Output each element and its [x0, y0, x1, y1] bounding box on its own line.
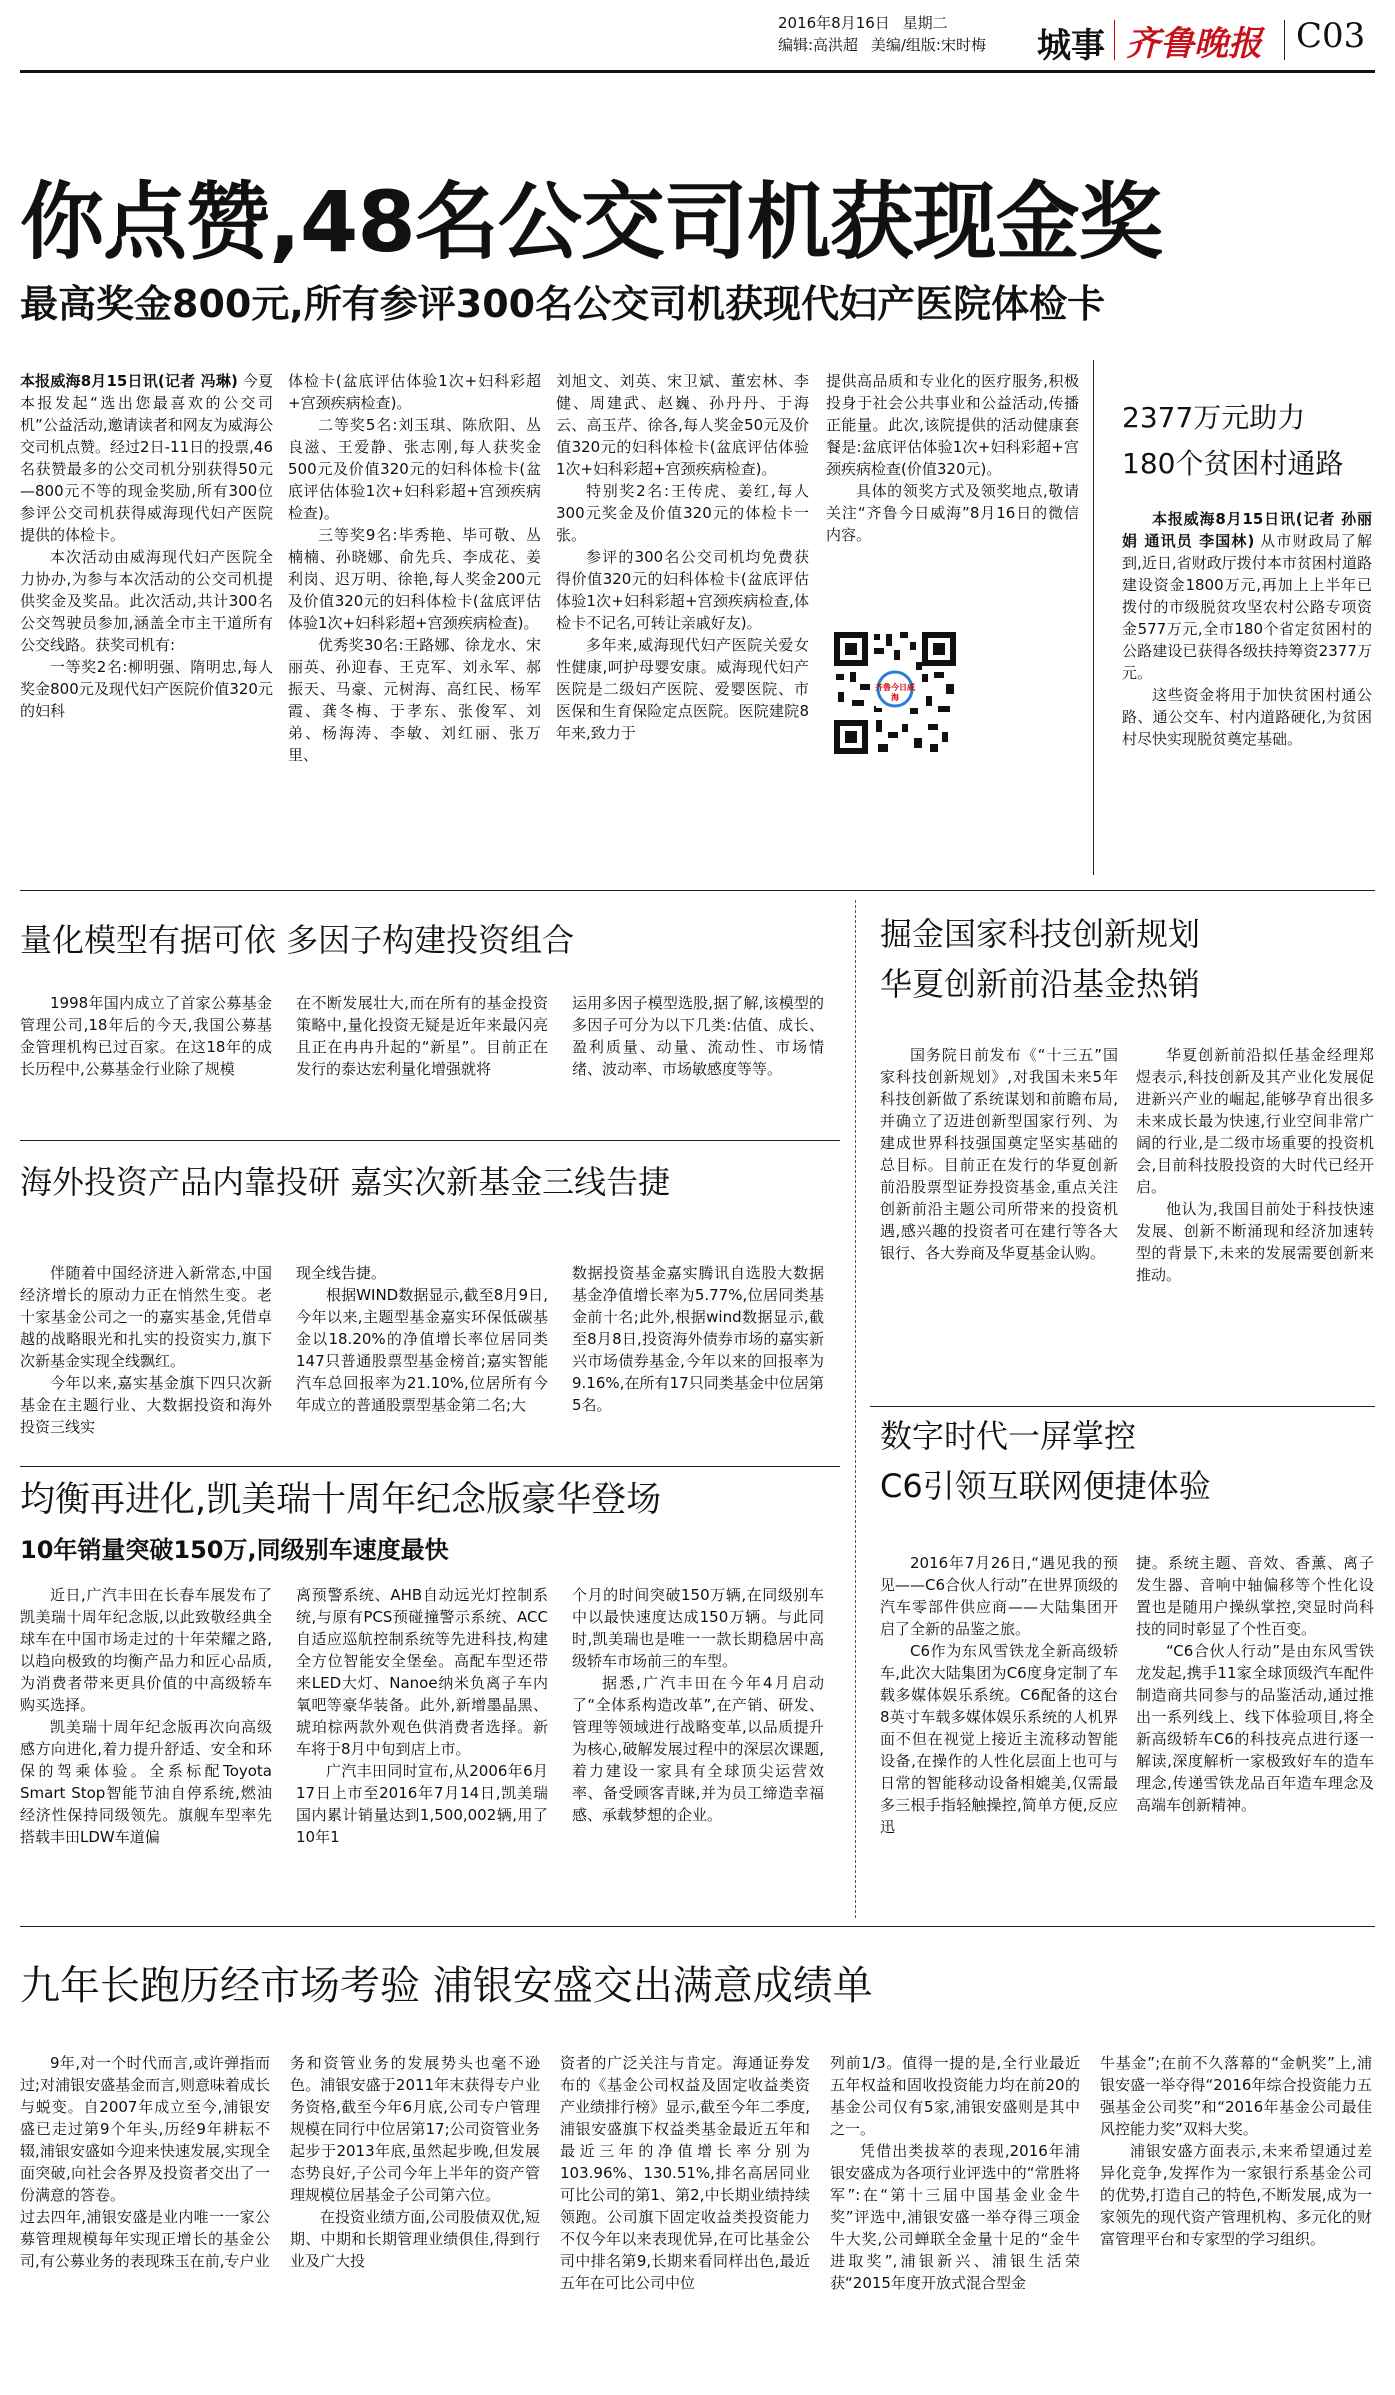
- huaxia-para: 国务院日前发布《“十三五”国家科技创新规划》,对我国未来5年科技创新做了系统谋划和前瞻布局,并确立了迈进创新型国家行列、为建成世界科技强国奠定坚实基础的总目标。目前正在发行的华夏创新前沿股票型证券投资基金,重点关注创新前沿主题公司所带来的投资机遇,感兴趣的投资者可在建行等各大银行、各大券商及华夏基金认购。: [880, 1046, 1118, 1262]
- camry-col-2: [296, 1584, 548, 1914]
- village-title-1: 2377万元助力: [1122, 401, 1306, 434]
- main-para: 刘旭文、刘英、宋卫斌、董宏林、李健、周建武、赵巍、孙丹丹、于海云、高玉芹、徐各,每人奖金50元及价值320元的妇科体检卡(盆底评估体验1次+妇科彩超+宫颈疾病检查)。: [556, 372, 809, 478]
- masthead-editors: [778, 34, 986, 55]
- pyb-headline: 九年长跑历经市场考验 浦银安盛交出满意成绩单: [20, 1963, 873, 2009]
- camry-subheadline: 10年销量突破150万,同级别车速度最快: [20, 1536, 449, 1564]
- section-rule: [20, 1140, 840, 1141]
- camry-col-1: [20, 1584, 272, 1914]
- c6-col-1: [880, 1552, 1118, 1917]
- masthead-divider-2: [1284, 20, 1285, 60]
- quant-para: 运用多因子模型选股,据了解,该模型的多因子可分为以下几类:估值、成长、盈利质量、动量、流动性、市场情绪、波动率、市场敏感度等等。: [572, 994, 824, 1078]
- camry-col-3: [572, 1584, 824, 1914]
- main-para: 优秀奖30名:王路娜、徐龙水、宋丽英、孙迎春、王克军、刘永军、郝振天、马豪、元树海、高红民、杨军霞、龚冬梅、于孝东、张俊军、刘弟、杨海涛、李敏、刘红丽、张万里、: [288, 636, 541, 764]
- c6-para: 捷。系统主题、音效、香薰、离子发生器、音响中轴偏移等个性化设置也是随用户操纵掌控,突显时尚科技的同时彰显了个性百变。: [1136, 1554, 1374, 1638]
- masthead-date: [778, 12, 948, 33]
- pyb-para: 过去四年,浦银安盛是业内唯一一家公募管理规模每年实现正增长的基金公司,有公募业务的表现珠玉在前,专户业: [20, 2208, 270, 2270]
- main-dateline: 本报威海8月15日讯(记者 冯琳): [20, 372, 238, 390]
- main-para: 提供高品质和专业化的医疗服务,积极投身于社会公共事业和公益活动,传播正能量。此次,该院提供的活动健康套餐是:盆底评估体验1次+妇科彩超+宫颈疾病检查(价值320元)。: [826, 372, 1079, 478]
- main-para: 参评的300名公交司机均免费获得价值320元的妇科体检卡(盆底评估体验1次+妇科彩超+宫颈疾病检查,体检卡不记名,可转让亲戚好友)。: [556, 548, 809, 632]
- huaxia-para: 他认为,我国目前处于科技快速发展、创新不断涌现和经济加速转型的背景下,未来的发展需要创新来推动。: [1136, 1200, 1374, 1284]
- quant-col-3: [572, 992, 824, 1142]
- designer: 美编/组版:宋时梅: [870, 36, 986, 54]
- camry-para: 凯美瑞十周年纪念版再次向高级感方向进化,着力提升舒适、安全和环保的驾乘体验。全系标配Toyota Smart Stop智能节油自停系统,燃油经济性保持同级领先。旗舰车型率先搭载丰田LDW车道偏: [20, 1718, 272, 1846]
- village-body: [1122, 508, 1372, 878]
- camry-para: 个月的时间突破150万辆,在同级别车中以最快速度达成150万辆。与此同时,凯美瑞也是唯一一款长期稳居中高级轿车市场前三的车型。: [572, 1586, 824, 1670]
- date: 2016年8月16日: [778, 14, 890, 32]
- section-name: 城事: [1037, 26, 1105, 66]
- village-para: 从市财政局了解到,近日,省财政厅拨付本市贫困村道路建设资金1800万元,再加上上半年已拨付的市级脱贫攻坚农村公路专项资金577万元,全市180个省定贫困村的公路建设已获得各级扶持筹资2377万元。: [1122, 532, 1372, 682]
- main-col-2: [288, 370, 541, 875]
- huaxia-col-2: [1136, 1044, 1374, 1384]
- huaxia-para: 华夏创新前沿拟任基金经理郑煜表示,科技创新及其产业化发展促进新兴产业的崛起,能够孕育出很多未来成长最为快速,行业空间非常广阔的行业,是二级市场重要的投资机会,目前科技股投资的大时代已经开启。: [1136, 1046, 1374, 1196]
- column-divider: [855, 900, 856, 1918]
- pyb-col-3: [560, 2052, 810, 2382]
- quant-para: 1998年国内成立了首家公募基金管理公司,18年后的今天,我国公募基金管理机构已过百家。在这18年的成长历程中,公募基金行业除了规模: [20, 994, 272, 1078]
- camry-para: 近日,广汽丰田在长春车展发布了凯美瑞十周年纪念版,以此致敬经典全球车在中国市场走过的十年荣耀之路,以趋向极致的均衡产品力和匠心品质,为消费者带来更具价值的中高级轿车购买选择。: [20, 1586, 272, 1714]
- pyb-para: 列前1/3。值得一提的是,全行业最近五年权益和固收投资能力均在前20的基金公司仅有5家,浦银安盛则是其中之一。: [830, 2054, 1080, 2138]
- camry-headline: 均衡再进化,凯美瑞十周年纪念版豪华登场: [20, 1480, 662, 1520]
- quant-col-2: [296, 992, 548, 1142]
- c6-headline-1: 数字时代一屏掌控: [880, 1417, 1137, 1455]
- overseas-col-3: [572, 1262, 824, 1462]
- huaxia-headline-2: 华夏创新前沿基金热销: [880, 965, 1201, 1003]
- pyb-col-2: [290, 2052, 540, 2382]
- overseas-para: 今年以来,嘉实基金旗下四只次新基金在主题行业、大数据投资和海外投资三线实: [20, 1374, 272, 1436]
- pyb-para: 务和资管业务的发展势头也毫不逊色。浦银安盛于2011年末获得专户业务资格,截至今年6月底,公司专户管理规模在同行中位居第17;公司资管业务起步于2013年底,虽然起步晚,但发展态势良好,子公司今年上半年的资产管理规模位居基金子公司第六位。: [290, 2054, 540, 2204]
- main-headline: 你点赞,48名公交司机获现金奖: [20, 173, 1162, 271]
- pyb-col-4: [830, 2052, 1080, 2382]
- camry-para: 离预警系统、AHB自动远光灯控制系统,与原有PCS预碰撞警示系统、ACC自适应巡航控制系统等先进科技,构建全方位智能安全堡垒。高配车型还带来LED大灯、Nanoe纳米负离子车内氧吧等豪华装备。此外,新增墨晶黑、琥珀棕两款外观色供消费者选择。新车将于8月中旬到店上市。: [296, 1586, 548, 1758]
- overseas-para: 伴随着中国经济进入新常态,中国经济增长的原动力正在悄然生变。老十家基金公司之一的嘉实基金,凭借卓越的战略眼光和扎实的投资实力,旗下次新基金实现全线飘红。: [20, 1264, 272, 1370]
- page-number: C03: [1296, 16, 1366, 56]
- quant-headline: 量化模型有据可依 多因子构建投资组合: [20, 921, 575, 959]
- overseas-col-2: [296, 1262, 548, 1462]
- main-col-3: [556, 370, 809, 875]
- main-para: 特别奖2名:王传虎、姜红,每人300元奖金及价值320元的体检卡一张。: [556, 482, 809, 544]
- main-subheadline: 最高奖金800元,所有参评300名公交司机获现代妇产医院体检卡: [20, 282, 1106, 326]
- c6-para: “C6合伙人行动”是由东风雪铁龙发起,携手11家全球顶级汽车配件制造商共同参与的品鉴活动,通过推出一系列线上、线下体验项目,将全新高级轿车C6的科技亮点进行逐一解读,深度解析一家极致好车的造车理念,传递雪铁龙品百年造车理念及高端车创新精神。: [1136, 1642, 1374, 1814]
- quant-para: 在不断发展壮大,而在所有的基金投资策略中,量化投资无疑是近年来最闪亮且正在冉冉升起的“新星”。目前正在发行的泰达宏利量化增强就将: [296, 994, 548, 1078]
- overseas-headline: 海外投资产品内靠投研 嘉实次新基金三线告捷: [20, 1163, 671, 1201]
- section-rule: [20, 890, 1375, 891]
- main-para: 三等奖9名:毕秀艳、毕可敬、丛楠楠、孙晓娜、俞先兵、李成花、姜利岗、迟万明、徐艳,每人奖金200元及价值320元的妇科体检卡(盆底评估体验1次+妇科彩超+宫颈疾病检查)。: [288, 526, 541, 632]
- column-divider: [1093, 360, 1094, 875]
- pyb-para: 牛基金”;在前不久落幕的“金帆奖”上,浦银安盛一举夺得“2016年综合投资能力五强基金公司奖”和“2016年基金公司最佳风控能力奖”双料大奖。: [1100, 2054, 1372, 2138]
- paper-logo: 齐鲁晚报: [1126, 24, 1262, 64]
- masthead-rule: [20, 70, 1375, 73]
- main-para: 二等奖5名:刘玉琪、陈欣阳、丛良滋、王爱静、张志刚,每人获奖金500元及价值320元的妇科体检卡(盆底评估体验1次+妇科彩超+宫颈疾病检查)。: [288, 416, 541, 522]
- camry-para: 据悉,广汽丰田在今年4月启动了“全体系构造改革”,在产销、研发、管理等领域进行战略变革,以品质提升为核心,破解发展过程中的深层次课题,着力建设一家具有全球顶尖运营效率、备受顾客青睐,并为员工缔造幸福感、承载梦想的企业。: [572, 1674, 824, 1824]
- quant-col-1: [20, 992, 272, 1142]
- c6-para: C6作为东风雪铁龙全新高级轿车,此次大陆集团为C6度身定制了车载多媒体娱乐系统。C6配备的这台8英寸车载多媒体娱乐系统的人机界面不但在视觉上接近主流移动智能设备,在操作的人性化层面上也可与日常的智能移动设备相媲美,仅需最多三根手指轻触操控,简单方便,反应迅: [880, 1642, 1118, 1836]
- overseas-para: 数据投资基金嘉实腾讯自选股大数据基金净值增长率为5.77%,位居同类基金前十名;此外,根据wind数据显示,截至8月8日,投资海外债券市场的嘉实新兴市场债券基金,今年以来的回报率为9.16%,在所有17只同类基金中位居第5名。: [572, 1264, 824, 1414]
- pyb-para: 浦银安盛方面表示,未来希望通过差异化竞争,发挥作为一家银行系基金公司的优势,打造自己的特色,不断发展,成为一家领先的现代资产管理机构、多元化的财富管理平台和专家型的学习组织。: [1100, 2142, 1372, 2248]
- huaxia-headline-1: 掘金国家科技创新规划: [880, 915, 1201, 953]
- pyb-col-5: [1100, 2052, 1372, 2382]
- main-para: 体检卡(盆底评估体验1次+妇科彩超+宫颈疾病检查)。: [288, 372, 541, 412]
- camry-para: 广汽丰田同时宣布,从2006年6月17日上市至2016年7月14日,凯美瑞国内累计销量达到1,500,002辆,用了10年1: [296, 1762, 548, 1846]
- main-col-4: [826, 370, 1079, 600]
- overseas-para: 现全线告捷。: [296, 1264, 387, 1282]
- editor: 编辑:高洪超: [778, 36, 859, 54]
- overseas-col-1: [20, 1262, 272, 1462]
- c6-para: 2016年7月26日,“遇见我的预见——C6合伙人行动”在世界顶级的汽车零部件供应商——大陆集团开启了全新的品鉴之旅。: [880, 1554, 1118, 1638]
- main-para: 多年来,威海现代妇产医院关爱女性健康,呵护母婴安康。威海现代妇产医院是二级妇产医院、爱婴医院、市医保和生育保险定点医院。医院建院8年来,致力于: [556, 636, 809, 742]
- section-rule: [20, 1466, 840, 1467]
- village-dateline: 本报威海8月15日讯(记者 孙丽娟 通讯员 李国林): [1122, 510, 1372, 550]
- weekday: 星期二: [902, 14, 948, 32]
- pyb-para: 9年,对一个时代而言,或许弹指而过;对浦银安盛基金而言,则意味着成长与蜕变。自2007年成立至今,浦银安盛已走过第9个年头,历经9年耕耘不辍,浦银安盛如今迎来快速发展,实现全面突破,向社会各界及投资者交出了一份满意的答卷。: [20, 2054, 270, 2204]
- qr-logo-text: 齐鲁今日威海: [875, 683, 915, 702]
- c6-headline-2: C6引领互联网便捷体验: [880, 1467, 1211, 1505]
- masthead-divider: [1114, 20, 1115, 60]
- village-title-2: 180个贫困村通路: [1122, 447, 1344, 480]
- pyb-para: 凭借出类拔萃的表现,2016年浦银安盛成为各项行业评选中的“常胜将军”:在“第十三届中国基金业金牛奖”评选中,浦银安盛一举夺得三项金牛大奖,公司蝉联全金量十足的“金牛进取奖”,浦银新兴、浦银生活荣获“2015年度开放式混合型金: [830, 2142, 1080, 2292]
- main-col-1: [20, 370, 273, 875]
- pyb-para: 资者的广泛关注与肯定。海通证券发布的《基金公司权益及固定收益类资产业绩排行榜》显示,截至今年二季度,浦银安盛旗下权益类基金最近五年和最近三年的净值增长率分别为103.96%、130.51%,排名高居同业可比公司的第1、第2,中长期业绩持续领跑。公司旗下固定收益类投资能力不仅今年以来表现优异,在可比基金公司中排名第9,长期来看同样出色,最近五年在可比公司中位: [560, 2054, 810, 2292]
- village-para: 这些资金将用于加快贫困村通公路、通公交车、村内道路硬化,为贫困村尽快实现脱贫奠定基础。: [1122, 686, 1372, 748]
- section-rule: [870, 1406, 1375, 1407]
- section-rule: [20, 1926, 1375, 1927]
- qr-code[interactable]: [830, 628, 960, 758]
- pyb-para: 在投资业绩方面,公司股债双优,短期、中期和长期管理业绩俱佳,得到行业及广大投: [290, 2208, 540, 2270]
- main-para: 本次活动由威海现代妇产医院全力协办,为参与本次活动的公交司机提供奖金及奖品。此次活动,共计300名公交驾驶员参加,涵盖全市主干道所有公交线路。获奖司机有:: [20, 548, 273, 654]
- c6-col-2: [1136, 1552, 1374, 1917]
- main-para: 具体的领奖方式及领奖地点,敬请关注“齐鲁今日威海”8月16日的微信内容。: [826, 482, 1079, 544]
- main-para: 一等奖2名:柳明强、隋明忠,每人奖金800元及现代妇产医院价值320元的妇科: [20, 658, 273, 720]
- overseas-para: 根据WIND数据显示,截至8月9日,今年以来,主题型基金嘉实环保低碳基金以18.20%的净值增长率位居同类147只普通股票型基金榜首;嘉实智能汽车总回报率为21.10%,位居所有今年成立的普通股票型基金第二名;大: [296, 1286, 548, 1414]
- main-para: 今夏本报发起“选出您最喜欢的公交司机”公益活动,邀请读者和网友为威海公交司机点赞。经过2日-11日的投票,46名获赞最多的公交司机分别获得50元—800元不等的现金奖励,所有300位参评公交司机获得威海现代妇产医院提供的体检卡。: [20, 372, 273, 544]
- huaxia-col-1: [880, 1044, 1118, 1384]
- pyb-col-1: [20, 2052, 270, 2382]
